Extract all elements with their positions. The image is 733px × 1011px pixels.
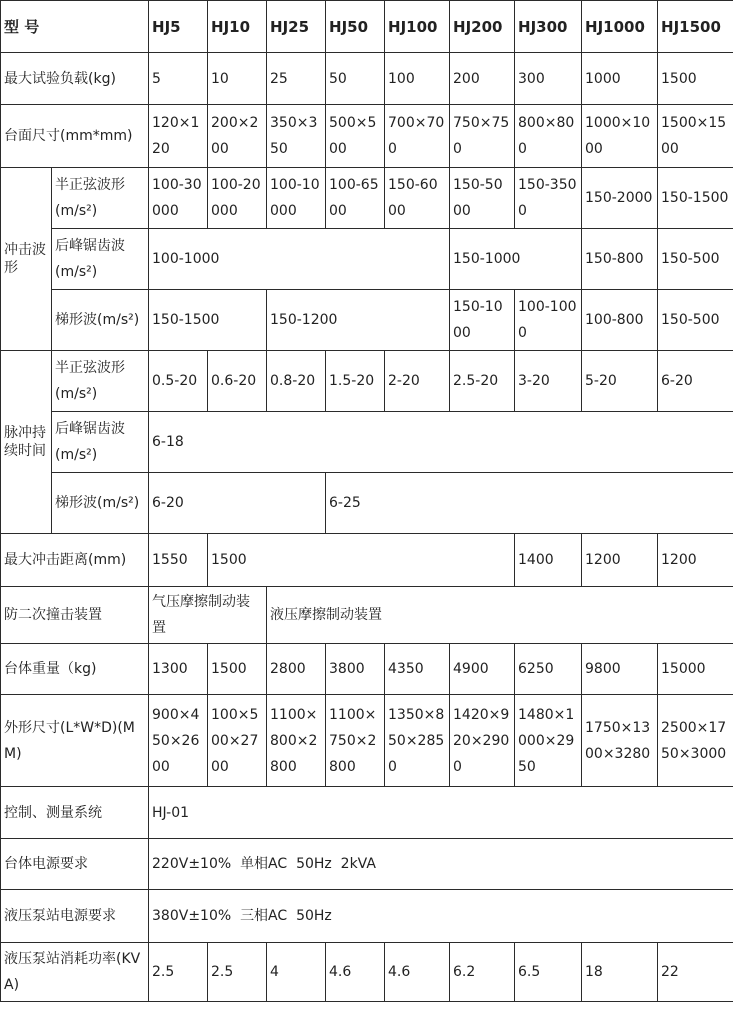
model-name: HJ200 bbox=[450, 1, 515, 53]
table-size-row bbox=[1, 105, 733, 168]
model-name: HJ100 bbox=[385, 1, 450, 53]
max-load-row bbox=[1, 53, 733, 105]
cell-value: 1200 bbox=[658, 534, 733, 587]
cell-value: 150-1000 bbox=[450, 290, 515, 351]
cell-value: 3-20 bbox=[515, 351, 582, 412]
cell-value: 220V±10% 单相AC 50Hz 2kVA bbox=[149, 839, 733, 890]
cell-value: 1100×750×2800 bbox=[326, 695, 385, 787]
cell-value: 2.5 bbox=[208, 943, 267, 1002]
pulse-duration-group-label: 脉冲持续时间 bbox=[1, 351, 52, 534]
cell-value: 150-6000 bbox=[385, 168, 450, 229]
cell-value: 5-20 bbox=[582, 351, 658, 412]
cell-value: 22 bbox=[658, 943, 733, 1002]
cell-value: 1500×1500 bbox=[658, 105, 733, 168]
shock-waveform-group-label: 冲击波形 bbox=[1, 168, 52, 351]
cell-value: 100-1000 bbox=[149, 229, 450, 290]
cell-value: 4350 bbox=[385, 644, 450, 695]
row-label: 液压泵站消耗功率(KVA) bbox=[1, 943, 149, 1002]
cell-value: 6-25 bbox=[326, 473, 733, 534]
sub-label: 梯形波(m/s²) bbox=[52, 473, 149, 534]
cell-value: 6.5 bbox=[515, 943, 582, 1002]
cell-value: 2500×1750×3000 bbox=[658, 695, 733, 787]
cell-value: 150-800 bbox=[582, 229, 658, 290]
cell-value: 200 bbox=[450, 53, 515, 105]
cell-value: 1000×1000 bbox=[582, 105, 658, 168]
cell-value: 150-1500 bbox=[149, 290, 267, 351]
cell-value: 6250 bbox=[515, 644, 582, 695]
cell-value: 5 bbox=[149, 53, 208, 105]
model-name: HJ50 bbox=[326, 1, 385, 53]
cell-value: 6-20 bbox=[658, 351, 733, 412]
cell-value: 1350×850×2850 bbox=[385, 695, 450, 787]
cell-value: 800×800 bbox=[515, 105, 582, 168]
pulse-sawtooth-row bbox=[1, 412, 733, 473]
sub-label: 后峰锯齿波(m/s²) bbox=[52, 412, 149, 473]
cell-value: 100-1000 bbox=[515, 290, 582, 351]
model-name: HJ10 bbox=[208, 1, 267, 53]
cell-value: 1480×1000×2950 bbox=[515, 695, 582, 787]
cell-value: 液压摩擦制动装置 bbox=[267, 587, 733, 644]
cell-value: 0.5-20 bbox=[149, 351, 208, 412]
cell-value: 3800 bbox=[326, 644, 385, 695]
model-name: HJ1500 bbox=[658, 1, 733, 53]
cell-value: 1550 bbox=[149, 534, 208, 587]
cell-value: 100-800 bbox=[582, 290, 658, 351]
shock-sawtooth-row bbox=[1, 229, 733, 290]
model-name: HJ1000 bbox=[582, 1, 658, 53]
cell-value: 6-18 bbox=[149, 412, 733, 473]
cell-value: 150-1200 bbox=[267, 290, 450, 351]
cell-value: 25 bbox=[267, 53, 326, 105]
cell-value: 18 bbox=[582, 943, 658, 1002]
cell-value: 1300 bbox=[149, 644, 208, 695]
cell-value: 6.2 bbox=[450, 943, 515, 1002]
cell-value: 750×750 bbox=[450, 105, 515, 168]
row-label: 防二次撞击装置 bbox=[1, 587, 149, 644]
cell-value: 2.5 bbox=[149, 943, 208, 1002]
cell-value: 1100×800×2800 bbox=[267, 695, 326, 787]
cell-value: 900×450×2600 bbox=[149, 695, 208, 787]
cell-value: 2-20 bbox=[385, 351, 450, 412]
cell-value: 4 bbox=[267, 943, 326, 1002]
table-power-row bbox=[1, 839, 733, 890]
cell-value: 200×200 bbox=[208, 105, 267, 168]
row-label: 控制、测量系统 bbox=[1, 787, 149, 839]
model-name: HJ25 bbox=[267, 1, 326, 53]
pulse-half-sine-row bbox=[1, 351, 733, 412]
row-label: 台体电源要求 bbox=[1, 839, 149, 890]
cell-value: 50 bbox=[326, 53, 385, 105]
cell-value: 150-1500 bbox=[658, 168, 733, 229]
cell-value: 120×120 bbox=[149, 105, 208, 168]
cell-value: 100-10000 bbox=[267, 168, 326, 229]
sub-label: 后峰锯齿波(m/s²) bbox=[52, 229, 149, 290]
cell-value: 1200 bbox=[582, 534, 658, 587]
cell-value: 10 bbox=[208, 53, 267, 105]
sub-label: 半正弦波形(m/s²) bbox=[52, 168, 149, 229]
cell-value: 9800 bbox=[582, 644, 658, 695]
row-label: 最大冲击距离(mm) bbox=[1, 534, 149, 587]
shock-trapezoid-row bbox=[1, 290, 733, 351]
cell-value: 15000 bbox=[658, 644, 733, 695]
model-name: HJ5 bbox=[149, 1, 208, 53]
row-label: 外形尺寸(L*W*D)(MM) bbox=[1, 695, 149, 787]
cell-value: 700×700 bbox=[385, 105, 450, 168]
cell-value: 150-1000 bbox=[450, 229, 582, 290]
cell-value: 100-6500 bbox=[326, 168, 385, 229]
dimensions-row bbox=[1, 695, 733, 787]
sub-label: 梯形波(m/s²) bbox=[52, 290, 149, 351]
cell-value: 0.6-20 bbox=[208, 351, 267, 412]
pump-consumption-row bbox=[1, 943, 733, 1002]
pump-power-row bbox=[1, 890, 733, 943]
cell-value: 150-500 bbox=[658, 290, 733, 351]
cell-value: 1.5-20 bbox=[326, 351, 385, 412]
header-row bbox=[1, 1, 733, 53]
cell-value: 1420×920×2900 bbox=[450, 695, 515, 787]
row-label: 台体重量（kg) bbox=[1, 644, 149, 695]
cell-value: 1400 bbox=[515, 534, 582, 587]
control-system-row bbox=[1, 787, 733, 839]
shock-half-sine-row bbox=[1, 168, 733, 229]
cell-value: 2800 bbox=[267, 644, 326, 695]
row-label: 最大试验负载(kg) bbox=[1, 53, 149, 105]
row-label: 液压泵站电源要求 bbox=[1, 890, 149, 943]
cell-value: 0.8-20 bbox=[267, 351, 326, 412]
cell-value: 6-20 bbox=[149, 473, 326, 534]
cell-value: 500×500 bbox=[326, 105, 385, 168]
cell-value: 4900 bbox=[450, 644, 515, 695]
cell-value: 1750×1300×3280 bbox=[582, 695, 658, 787]
cell-value: 1500 bbox=[208, 644, 267, 695]
model-label: 型 号 bbox=[1, 1, 149, 53]
cell-value: HJ-01 bbox=[149, 787, 733, 839]
cell-value: 150-2000 bbox=[582, 168, 658, 229]
cell-value: 100-20000 bbox=[208, 168, 267, 229]
cell-value: 1500 bbox=[658, 53, 733, 105]
cell-value: 380V±10% 三相AC 50Hz bbox=[149, 890, 733, 943]
sub-label: 半正弦波形(m/s²) bbox=[52, 351, 149, 412]
row-label: 台面尺寸(mm*mm) bbox=[1, 105, 149, 168]
max-distance-row bbox=[1, 534, 733, 587]
cell-value: 2.5-20 bbox=[450, 351, 515, 412]
cell-value: 150-5000 bbox=[450, 168, 515, 229]
cell-value: 1500 bbox=[208, 534, 515, 587]
table-weight-row bbox=[1, 644, 733, 695]
cell-value: 350×350 bbox=[267, 105, 326, 168]
cell-value: 4.6 bbox=[326, 943, 385, 1002]
anti-secondary-row bbox=[1, 587, 733, 644]
cell-value: 150-3500 bbox=[515, 168, 582, 229]
cell-value: 100-30000 bbox=[149, 168, 208, 229]
cell-value: 300 bbox=[515, 53, 582, 105]
cell-value: 150-500 bbox=[658, 229, 733, 290]
cell-value: 100×500×2700 bbox=[208, 695, 267, 787]
cell-value: 气压摩擦制动装置 bbox=[149, 587, 267, 644]
pulse-trapezoid-row bbox=[1, 473, 733, 534]
model-name: HJ300 bbox=[515, 1, 582, 53]
cell-value: 1000 bbox=[582, 53, 658, 105]
cell-value: 4.6 bbox=[385, 943, 450, 1002]
cell-value: 100 bbox=[385, 53, 450, 105]
